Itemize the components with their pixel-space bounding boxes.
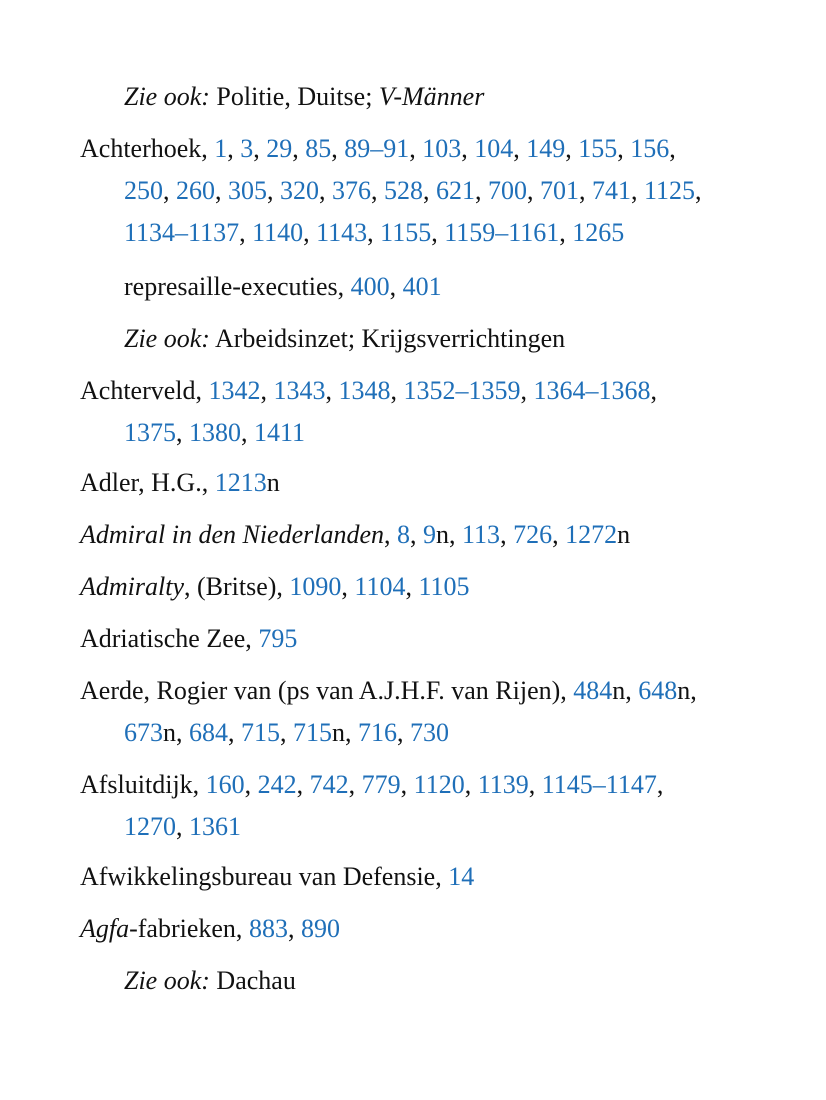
page-reference-link[interactable]: 3: [240, 134, 254, 163]
page-reference-link[interactable]: 890: [300, 914, 340, 943]
entry-continuation-line: [80, 212, 740, 254]
entry-text: ,: [559, 218, 573, 247]
entry-text: Adriatische Zee,: [80, 624, 259, 653]
entry-text: n: [266, 468, 280, 497]
entry-line: [80, 764, 740, 806]
entry-text: ,: [384, 520, 398, 549]
page-reference-link[interactable]: 1411: [254, 418, 306, 447]
page-reference-link[interactable]: 484: [573, 676, 613, 705]
entry-text: Achterhoek,: [80, 134, 215, 163]
entry-text: ,: [331, 134, 345, 163]
entry-continuation-line: [80, 806, 740, 848]
page-reference-link[interactable]: 1140: [252, 218, 304, 247]
entry-text: ,: [367, 218, 381, 247]
entry-text: , (Britse),: [184, 572, 290, 601]
italic-text: Zie ook:: [124, 966, 210, 995]
entry-text: ,: [253, 134, 267, 163]
page-reference-link[interactable]: 1270: [124, 812, 176, 841]
entry-text: ,: [513, 134, 527, 163]
index-entry: [80, 618, 740, 660]
index-entry: [80, 670, 740, 754]
page-reference-link[interactable]: 1: [214, 134, 228, 163]
page-reference-link[interactable]: 320: [280, 176, 319, 205]
entry-text: ,: [528, 770, 542, 799]
page-reference-link[interactable]: 742: [309, 770, 349, 799]
page-reference-link[interactable]: 730: [410, 718, 449, 747]
entry-continuation-line: [80, 170, 740, 212]
page-reference-link[interactable]: 726: [513, 520, 553, 549]
entry-text: ,: [341, 572, 355, 601]
entry-text: n,: [163, 718, 189, 747]
index-subentry: [124, 318, 740, 360]
page-reference-link[interactable]: 103: [422, 134, 462, 163]
page-reference-link[interactable]: 1213: [214, 468, 267, 497]
italic-text: Admiralty: [80, 572, 184, 601]
entry-text: Dachau: [209, 966, 296, 995]
page-reference-link[interactable]: 1139: [477, 770, 529, 799]
index-subentry: [124, 960, 740, 1002]
page-reference-link[interactable]: 700: [488, 176, 527, 205]
index-entry: [80, 856, 740, 898]
entry-line: [80, 908, 740, 950]
entry-text: ,: [389, 272, 403, 301]
entry-line: [124, 960, 740, 1002]
page-reference-link[interactable]: 715: [293, 718, 332, 747]
entry-text: ,: [292, 134, 306, 163]
entry-line: [80, 618, 740, 660]
page-reference-link[interactable]: 1105: [418, 572, 470, 601]
entry-text: ,: [527, 176, 540, 205]
entry-text: ,: [176, 812, 189, 841]
page-reference-link[interactable]: 1120: [413, 770, 465, 799]
entry-text: n: [617, 520, 631, 549]
entry-text: Aerde, Rogier van (ps van A.J.H.F. van Rijen),: [80, 676, 574, 705]
page-reference-link[interactable]: 1104: [354, 572, 406, 601]
italic-text: Zie ook:: [124, 82, 210, 111]
entry-text: ,: [579, 176, 592, 205]
page-reference-link[interactable]: 401: [402, 272, 442, 301]
entry-text: ,: [669, 134, 676, 163]
page-reference-link[interactable]: 1134–1137: [124, 218, 240, 247]
entry-continuation-line: [80, 412, 740, 454]
page-reference-link[interactable]: 156: [630, 134, 670, 163]
index-entry: [80, 908, 740, 950]
entry-text: n,: [677, 676, 697, 705]
entry-text: ,: [565, 134, 579, 163]
entry-line: [80, 514, 740, 556]
page-reference-link[interactable]: 160: [205, 770, 245, 799]
page-reference-link[interactable]: 741: [592, 176, 631, 205]
entry-continuation-line: [80, 712, 740, 754]
index-entry: [80, 764, 740, 848]
page-reference-link[interactable]: 795: [258, 624, 298, 653]
page-reference-link[interactable]: 716: [358, 718, 397, 747]
entry-text: ,: [695, 176, 702, 205]
entry-text: ,: [325, 376, 339, 405]
page-reference-link[interactable]: 149: [526, 134, 566, 163]
entry-text: ,: [280, 718, 293, 747]
page-reference-link[interactable]: 305: [228, 176, 267, 205]
page-reference-link[interactable]: 1155: [380, 218, 432, 247]
italic-text: V-Männer: [378, 82, 485, 111]
entry-text: ,: [241, 418, 254, 447]
page-reference-link[interactable]: 250: [124, 176, 163, 205]
page-reference-link[interactable]: 1125: [644, 176, 696, 205]
page-reference-link[interactable]: 715: [241, 718, 280, 747]
entry-text: ,: [227, 134, 241, 163]
entry-line: [80, 856, 740, 898]
page-reference-link[interactable]: 113: [462, 520, 501, 549]
entry-text: ,: [500, 520, 514, 549]
page-reference-link[interactable]: 648: [638, 676, 678, 705]
page-reference-link[interactable]: 85: [305, 134, 332, 163]
entry-line: [80, 462, 740, 504]
entry-text: Politie, Duitse;: [209, 82, 379, 111]
entry-text: Arbeidsinzet; Krijgsverrichtingen: [209, 324, 566, 353]
entry-text: ,: [475, 176, 488, 205]
entry-text: n,: [436, 520, 463, 549]
entry-text: ,: [371, 176, 384, 205]
entry-text: ,: [215, 176, 228, 205]
page-reference-link[interactable]: 104: [474, 134, 514, 163]
page-reference-link[interactable]: 1364–1368: [533, 376, 651, 405]
entry-text: Adler, H.G.,: [80, 468, 215, 497]
page-reference-link[interactable]: 1380: [189, 418, 241, 447]
page-reference-link[interactable]: 701: [540, 176, 579, 205]
italic-text: Admiral in den Niederlanden: [80, 520, 385, 549]
entry-line: [80, 128, 740, 170]
italic-text: Agfa: [80, 914, 130, 943]
index-entry: [80, 128, 740, 254]
page-reference-link[interactable]: 29: [266, 134, 293, 163]
italic-text: Zie ook:: [124, 324, 210, 353]
entry-line: [124, 318, 740, 360]
entry-line: [124, 76, 740, 118]
entry-text: ,: [405, 572, 419, 601]
entry-text: ,: [390, 376, 404, 405]
page-reference-link[interactable]: 1343: [273, 376, 326, 405]
page-reference-link[interactable]: 242: [257, 770, 297, 799]
entry-text: n,: [332, 718, 358, 747]
entry-text: ,: [244, 770, 258, 799]
entry-text: ,: [423, 176, 436, 205]
page-reference-link[interactable]: 673: [124, 718, 163, 747]
page-reference-link[interactable]: 1143: [316, 218, 368, 247]
entry-text: ,: [650, 376, 658, 405]
index-entry: [80, 514, 740, 556]
entry-text: ,: [409, 134, 423, 163]
page-reference-link[interactable]: 883: [248, 914, 288, 943]
page-reference-link[interactable]: 1145–1147: [541, 770, 657, 799]
entry-text: Afwikkelingsbureau van Defensie,: [80, 862, 449, 891]
entry-line: [80, 670, 740, 712]
page-reference-link[interactable]: 89–91: [344, 134, 410, 163]
entry-text: Achterveld,: [80, 376, 209, 405]
entry-text: ,: [239, 218, 253, 247]
page-reference-link[interactable]: 14: [448, 862, 475, 891]
entry-text: ,: [397, 718, 410, 747]
entry-text: ,: [319, 176, 332, 205]
entry-text: ,: [303, 218, 317, 247]
index-entry: [80, 370, 740, 454]
entry-text: ,: [464, 770, 478, 799]
page-reference-link[interactable]: 8: [397, 520, 411, 549]
entry-text: Afsluitdijk,: [80, 770, 206, 799]
page-reference-link[interactable]: 1375: [124, 418, 176, 447]
index-subentry: [124, 266, 740, 308]
entry-text: ,: [656, 770, 664, 799]
page-reference-link[interactable]: 528: [384, 176, 423, 205]
page-reference-link[interactable]: 9: [423, 520, 437, 549]
page-reference-link[interactable]: 260: [176, 176, 215, 205]
page-reference-link[interactable]: 621: [436, 176, 475, 205]
entry-line: [124, 266, 740, 308]
entry-text: ,: [400, 770, 414, 799]
page-reference-link[interactable]: 684: [189, 718, 228, 747]
entry-text: ,: [163, 176, 176, 205]
entry-text: ,: [631, 176, 644, 205]
page-reference-link[interactable]: 1272: [565, 520, 618, 549]
entry-text: ,: [228, 718, 241, 747]
entry-text: ,: [296, 770, 310, 799]
entry-text: ,: [260, 376, 274, 405]
page-reference-link[interactable]: 1352–1359: [403, 376, 521, 405]
index-entry: [80, 566, 740, 608]
entry-text: ,: [348, 770, 362, 799]
entry-text: ,: [176, 418, 189, 447]
entry-text: ,: [287, 914, 301, 943]
entry-text: represaille-executies,: [124, 272, 351, 301]
entry-text: ,: [410, 520, 424, 549]
page-reference-link[interactable]: 1361: [189, 812, 241, 841]
entry-text: ,: [552, 520, 566, 549]
page-reference-link[interactable]: 1265: [572, 218, 625, 247]
entry-text: ,: [267, 176, 280, 205]
index-entry: [80, 462, 740, 504]
page-reference-link[interactable]: 1348: [338, 376, 391, 405]
page-reference-link[interactable]: 1159–1161: [444, 218, 560, 247]
entry-line: [80, 370, 740, 412]
entry-text: n,: [612, 676, 639, 705]
page-reference-link[interactable]: 1090: [289, 572, 342, 601]
page-reference-link[interactable]: 376: [332, 176, 371, 205]
page-reference-link[interactable]: 155: [578, 134, 618, 163]
page-reference-link[interactable]: 779: [361, 770, 401, 799]
entry-text: -fabrieken,: [129, 914, 249, 943]
entry-text: ,: [431, 218, 445, 247]
entry-text: ,: [617, 134, 631, 163]
entry-text: ,: [520, 376, 534, 405]
page-reference-link[interactable]: 1342: [208, 376, 261, 405]
page-reference-link[interactable]: 400: [350, 272, 390, 301]
index-subentry: [124, 76, 740, 118]
entry-text: ,: [461, 134, 475, 163]
entry-line: [80, 566, 740, 608]
